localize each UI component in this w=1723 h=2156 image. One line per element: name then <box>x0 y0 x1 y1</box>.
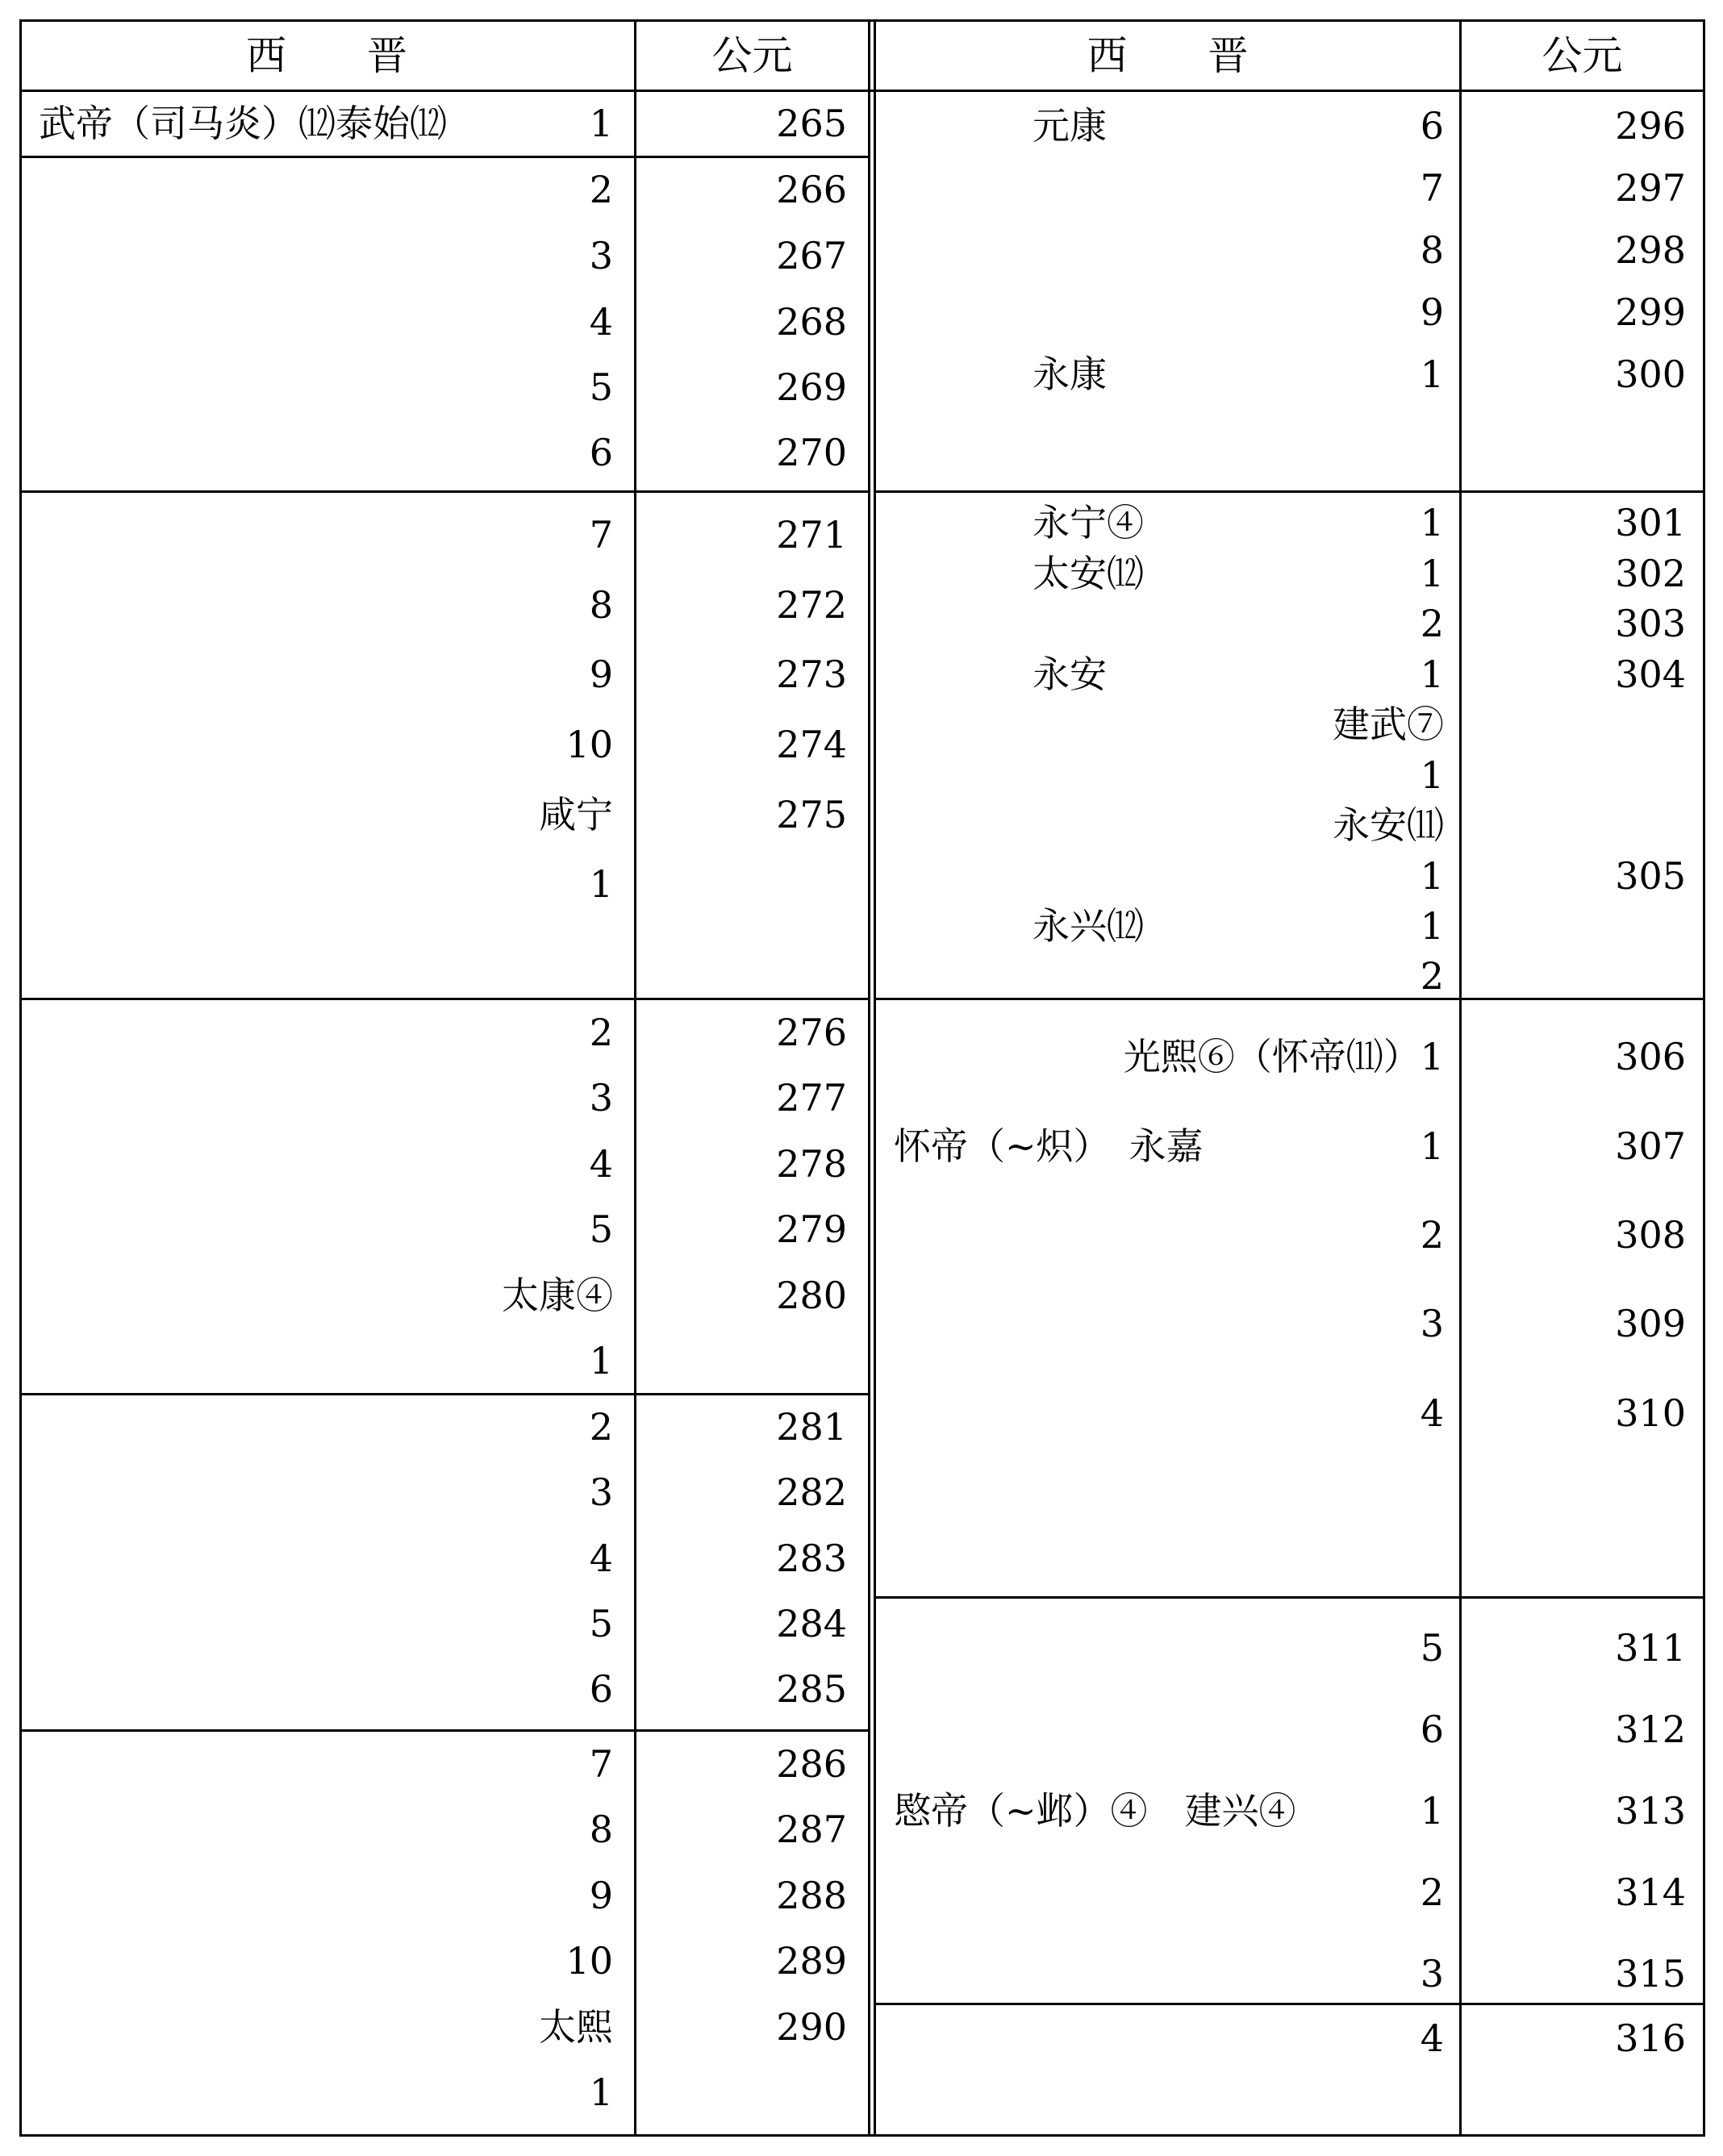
regnal-year: 6 <box>1420 1708 1444 1751</box>
regnal-year: 1 <box>1420 1789 1444 1833</box>
ce-year: 277 <box>776 1076 847 1120</box>
ce-year: 314 <box>1615 1870 1686 1914</box>
ce-year: 310 <box>1615 1391 1686 1435</box>
ce-year: 270 <box>776 431 847 474</box>
ce-year: 312 <box>1615 1708 1686 1751</box>
era-label: 武帝（司马炎）⑿泰始⑿ <box>39 102 447 145</box>
regnal-year: 5 <box>589 1207 613 1251</box>
era-label: 咸宁 <box>539 793 613 836</box>
regnal-year: 1 <box>1420 552 1444 595</box>
header-right-ce: 公元 <box>1542 32 1623 79</box>
ce-year: 315 <box>1615 1952 1686 1995</box>
regnal-year: 1 <box>1420 854 1444 898</box>
regnal-year: 6 <box>589 431 613 474</box>
ce-year: 296 <box>1615 104 1686 148</box>
ce-year: 265 <box>776 102 847 145</box>
regnal-year: 2 <box>589 1405 613 1449</box>
regnal-year: 1 <box>589 862 613 906</box>
ce-year: 304 <box>1615 653 1686 696</box>
regnal-year: 4 <box>589 1537 613 1580</box>
era-label: 永宁④ <box>1033 501 1144 544</box>
ce-year: 306 <box>1615 1035 1686 1078</box>
ce-year: 307 <box>1615 1124 1686 1168</box>
header-left-ce: 公元 <box>711 32 793 79</box>
ce-year: 278 <box>776 1142 847 1186</box>
ce-year: 289 <box>776 1939 847 1983</box>
regnal-year: 5 <box>589 1602 613 1645</box>
table-top-border <box>19 19 1705 22</box>
center-double-divider-a <box>868 19 870 2137</box>
header-left-dynasty: 西 晋 <box>246 32 407 79</box>
regnal-year: 7 <box>1420 166 1444 210</box>
ce-year: 268 <box>776 300 847 344</box>
ce-year: 269 <box>776 365 847 409</box>
ce-year: 279 <box>776 1207 847 1251</box>
right-row-separator <box>874 998 1705 1000</box>
regnal-year: 1 <box>589 2071 613 2114</box>
era-label: 愍帝（~邺）④ 建兴④ <box>894 1789 1296 1833</box>
era-label: 怀帝（~炽） 永嘉 <box>894 1124 1204 1168</box>
era-label: 永康 <box>1033 352 1107 396</box>
ce-year: 316 <box>1615 2016 1686 2060</box>
header-right-dynasty: 西 晋 <box>1087 32 1249 79</box>
regnal-year: 1 <box>1420 352 1444 396</box>
ce-year: 280 <box>776 1274 847 1317</box>
ce-year: 288 <box>776 1874 847 1917</box>
right-row-separator <box>874 2003 1705 2005</box>
table-right-border <box>1703 19 1705 2137</box>
header-bottom-border <box>19 90 1705 92</box>
regnal-year: 5 <box>1420 1626 1444 1670</box>
ce-year: 297 <box>1615 166 1686 210</box>
era-label: 永安⑾ <box>1333 803 1444 847</box>
ce-year: 273 <box>776 653 847 696</box>
regnal-year: 3 <box>589 1076 613 1120</box>
ce-year: 283 <box>776 1537 847 1580</box>
ce-year: 313 <box>1615 1789 1686 1833</box>
regnal-year: 6 <box>1420 104 1444 148</box>
regnal-year: 4 <box>589 300 613 344</box>
left-row-separator <box>19 490 870 493</box>
regnal-year: 7 <box>589 513 613 557</box>
ce-year: 286 <box>776 1742 847 1786</box>
era-label: 光熙⑥（怀帝⑾）1 <box>1123 1035 1444 1078</box>
ce-year: 275 <box>776 793 847 836</box>
left-row-separator <box>19 156 870 158</box>
regnal-year: 6 <box>589 1667 613 1711</box>
ce-year: 301 <box>1615 501 1686 544</box>
right-ce-divider <box>1459 19 1462 2137</box>
regnal-year: 8 <box>589 1808 613 1851</box>
regnal-year: 2 <box>1420 602 1444 645</box>
ce-year: 285 <box>776 1667 847 1711</box>
regnal-year: 10 <box>565 1939 613 1983</box>
ce-year: 281 <box>776 1405 847 1449</box>
regnal-year: 1 <box>589 1339 613 1382</box>
table-left-border <box>19 19 22 2137</box>
ce-year: 266 <box>776 168 847 211</box>
center-double-divider-b <box>874 19 876 2137</box>
ce-year: 271 <box>776 513 847 557</box>
regnal-year: 9 <box>589 653 613 696</box>
ce-year: 272 <box>776 583 847 627</box>
regnal-year: 1 <box>1420 753 1444 797</box>
ce-year: 290 <box>776 2005 847 2049</box>
regnal-year: 1 <box>1420 501 1444 544</box>
regnal-year: 1 <box>1420 653 1444 696</box>
regnal-year: 8 <box>1420 228 1444 272</box>
regnal-year: 2 <box>589 1011 613 1054</box>
table-bottom-border <box>19 2134 1705 2137</box>
ce-year: 311 <box>1615 1626 1686 1670</box>
regnal-year: 9 <box>1420 290 1444 334</box>
regnal-year: 2 <box>1420 1870 1444 1914</box>
regnal-year: 3 <box>1420 1952 1444 1995</box>
ce-year: 274 <box>776 723 847 766</box>
era-label: 建武⑦ <box>1333 703 1444 746</box>
regnal-year: 4 <box>589 1142 613 1186</box>
regnal-year: 3 <box>589 1470 613 1514</box>
era-label: 永安 <box>1033 653 1107 696</box>
era-label: 永兴⑿ <box>1033 904 1144 948</box>
ce-year: 298 <box>1615 228 1686 272</box>
left-ce-divider <box>634 19 636 2137</box>
left-row-separator <box>19 1729 870 1732</box>
ce-year: 300 <box>1615 352 1686 396</box>
regnal-year: 10 <box>565 723 613 766</box>
regnal-year: 2 <box>1420 1213 1444 1257</box>
ce-year: 303 <box>1615 602 1686 645</box>
right-row-separator <box>874 1596 1705 1599</box>
ce-year: 284 <box>776 1602 847 1645</box>
regnal-year: 4 <box>1420 1391 1444 1435</box>
regnal-year: 1 <box>1420 1124 1444 1168</box>
left-row-separator <box>19 1393 870 1395</box>
ce-year: 302 <box>1615 552 1686 595</box>
ce-year: 287 <box>776 1808 847 1851</box>
regnal-year: 8 <box>589 583 613 627</box>
era-label: 元康 <box>1033 104 1107 148</box>
regnal-year: 4 <box>1420 2016 1444 2060</box>
era-label: 太熙 <box>539 2005 613 2049</box>
ce-year: 267 <box>776 234 847 277</box>
ce-year: 299 <box>1615 290 1686 334</box>
right-row-separator <box>874 490 1705 493</box>
regnal-year: 3 <box>589 234 613 277</box>
regnal-year: 1 <box>589 102 613 145</box>
regnal-year: 9 <box>589 1874 613 1917</box>
era-label: 太康④ <box>502 1274 613 1317</box>
regnal-year: 3 <box>1420 1302 1444 1345</box>
regnal-year: 1 <box>1420 904 1444 948</box>
era-label: 太安⑿ <box>1033 552 1144 595</box>
ce-year: 282 <box>776 1470 847 1514</box>
regnal-year: 5 <box>589 365 613 409</box>
regnal-year: 7 <box>589 1742 613 1786</box>
ce-year: 308 <box>1615 1213 1686 1257</box>
regnal-year: 2 <box>1420 954 1444 998</box>
ce-year: 309 <box>1615 1302 1686 1345</box>
left-row-separator <box>19 998 870 1000</box>
regnal-year: 2 <box>589 168 613 211</box>
ce-year: 276 <box>776 1011 847 1054</box>
ce-year: 305 <box>1615 854 1686 898</box>
